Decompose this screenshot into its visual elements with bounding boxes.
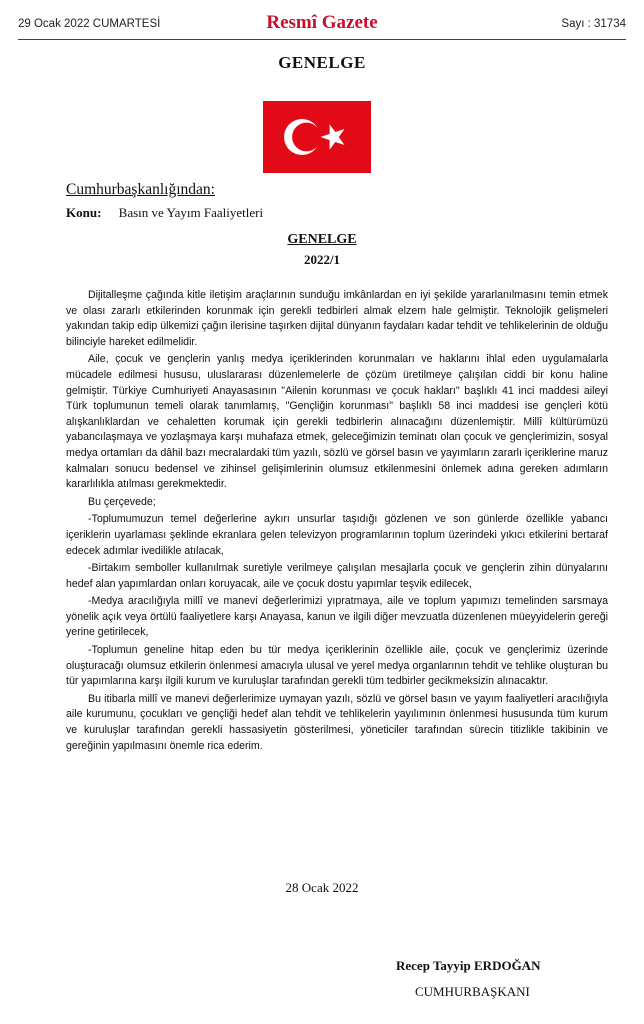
document-date: 28 Ocak 2022	[285, 880, 359, 895]
paragraph: Dijitalleşme çağında kitle iletişim araçlarının sunduğu imkânlardan en iyi şekilde yararlanılmasını temin etmek ve olası zararlı etkilerinden korunmak için gerekli tedbirleri almak elzem hale gelmiştir. Teknolojik gelişmeleri yakından takip edip ülkemizi çağın ilerisine taşırken dijital dünyanın faydaları kadar tehdit ve tehlikelerinin de olduğu bilinciyle hareket edilmelidir.	[66, 289, 608, 348]
subject-label: Konu:	[66, 205, 102, 220]
issuing-authority: Cumhurbaşkanlığından:	[66, 181, 215, 198]
turkish-flag-icon	[263, 101, 371, 173]
issue-number: Sayı : 31734	[561, 18, 626, 30]
gazette-header	[18, 10, 626, 40]
subject-line	[66, 205, 263, 221]
header-date: 29 Ocak 2022 CUMARTESİ	[18, 18, 161, 30]
gazette-name: Resmî Gazete	[266, 12, 378, 33]
page-title: GENELGE	[278, 53, 366, 72]
paragraph: -Medya aracılığıyla millî ve manevi değerlerimizi yıpratmaya, aile ve toplum yapımızı temelinden sarsmaya yönelik açık veya örtülü faaliyetlere karşı Anayasa, kanun ve ilgili diğer mevzuatla düzenlenen müeyyidelerin gereği yerine getirilecek,	[66, 595, 608, 639]
subject-value: Basın ve Yayım Faaliyetleri	[118, 205, 264, 220]
paragraph: -Toplumumuzun temel değerlerine aykırı unsurlar taşıdığı gözlenen ve son günlerde özellikle yabancı içeriklerin uyarlaması şeklinde ekranlara gelen televizyon programlarının toplum üzerindeki yıkıcı etkilerini bertaraf edecek adımlar ivedilikle atılacak,	[66, 513, 608, 557]
document-number: 2022/1	[303, 252, 341, 267]
signatory-title: CUMHURBAŞKANI	[415, 984, 530, 999]
header-divider	[18, 39, 626, 40]
signatory-name: Recep Tayyip ERDOĞAN	[396, 958, 541, 973]
paragraph: -Toplumun geneline hitap eden bu tür medya içeriklerinin özellikle aile, çocuk ve gençlerimiz üzerinde oluşturacağı olumsuz etkilerin önlenmesi amacıyla ulusal ve yerel medya organlarının tehdit ve tehlike oluşturan bu tür yapımlarına karşı ilgili kurum ve kuruluşlar tarafından gerekli tüm tedbirler gecikmeksizin alınacaktır.	[66, 644, 608, 688]
paragraph: Aile, çocuk ve gençlerin yanlış medya içeriklerinden korunmaları ve haklarını ihlal eden uygulamalarla mücadele edilmesi hususu, uluslararası düzenlemelerle de çözüm üretilmeye çalışılan ciddi bir konu haline gelmiştir. Türkiye Cumhuriyeti Anayasasının "Ailenin korunması ve çocuk hakları" başlıklı 41 inci maddesi aileyi Türk toplumunun temeli olarak tanımlamış, "Gençliğin korunması" başlıklı 58 inci maddesi ise gençleri kötü alışkanlıklardan ve cehaletten korumak için gerekli tedbirlerin alınacağını düzenlemiştir. Millî kültürümüzü yabancılaşmaya ve yozlaşmaya karşı muhafaza etmek, geleceğimizin teminatı olan çocuk ve gençlerimizin, sosyal medya ortamları da dâhil bazı mecralardaki tüm yazılı, sözlü ve görsel basın ve yayımların zararlı içeriklerine maruz kalmaları sonucu bedensel ve zihinsel gelişimlerinin olumsuz etkilenmesini önlemek adına gereken adımların kararlılıkla atılması gerekmektedir.	[66, 353, 608, 491]
paragraph: -Birtakım semboller kullanılmak suretiyle verilmeye çalışılan mesajlarla çocuk ve gençlerin zihin dünyalarını hedef alan yapımlardan onları koruyacak, aile ve çocuk dostu yapımlar teşvik edilecek,	[66, 562, 608, 590]
document-body	[66, 288, 608, 756]
paragraph: Bu çerçevede;	[88, 495, 156, 508]
paragraph: Bu itibarla millî ve manevi değerlerimize uymayan yazılı, sözlü ve görsel basın ve yayım faaliyetleri aracılığıyla aile kurumunu, çocukları ve gençliği hedef alan tehdit ve tehlikelerin yayılımının önlenmesi hususunda tüm kurum ve kuruluşlar tarafından gerekli hassasiyetin gösterilmesi, yöneticiler tarafından sürecin titizlikle takibinin ve gereğinin yapılmasını önemle rica ederim.	[66, 692, 608, 752]
document-title: GENELGE	[287, 232, 357, 247]
